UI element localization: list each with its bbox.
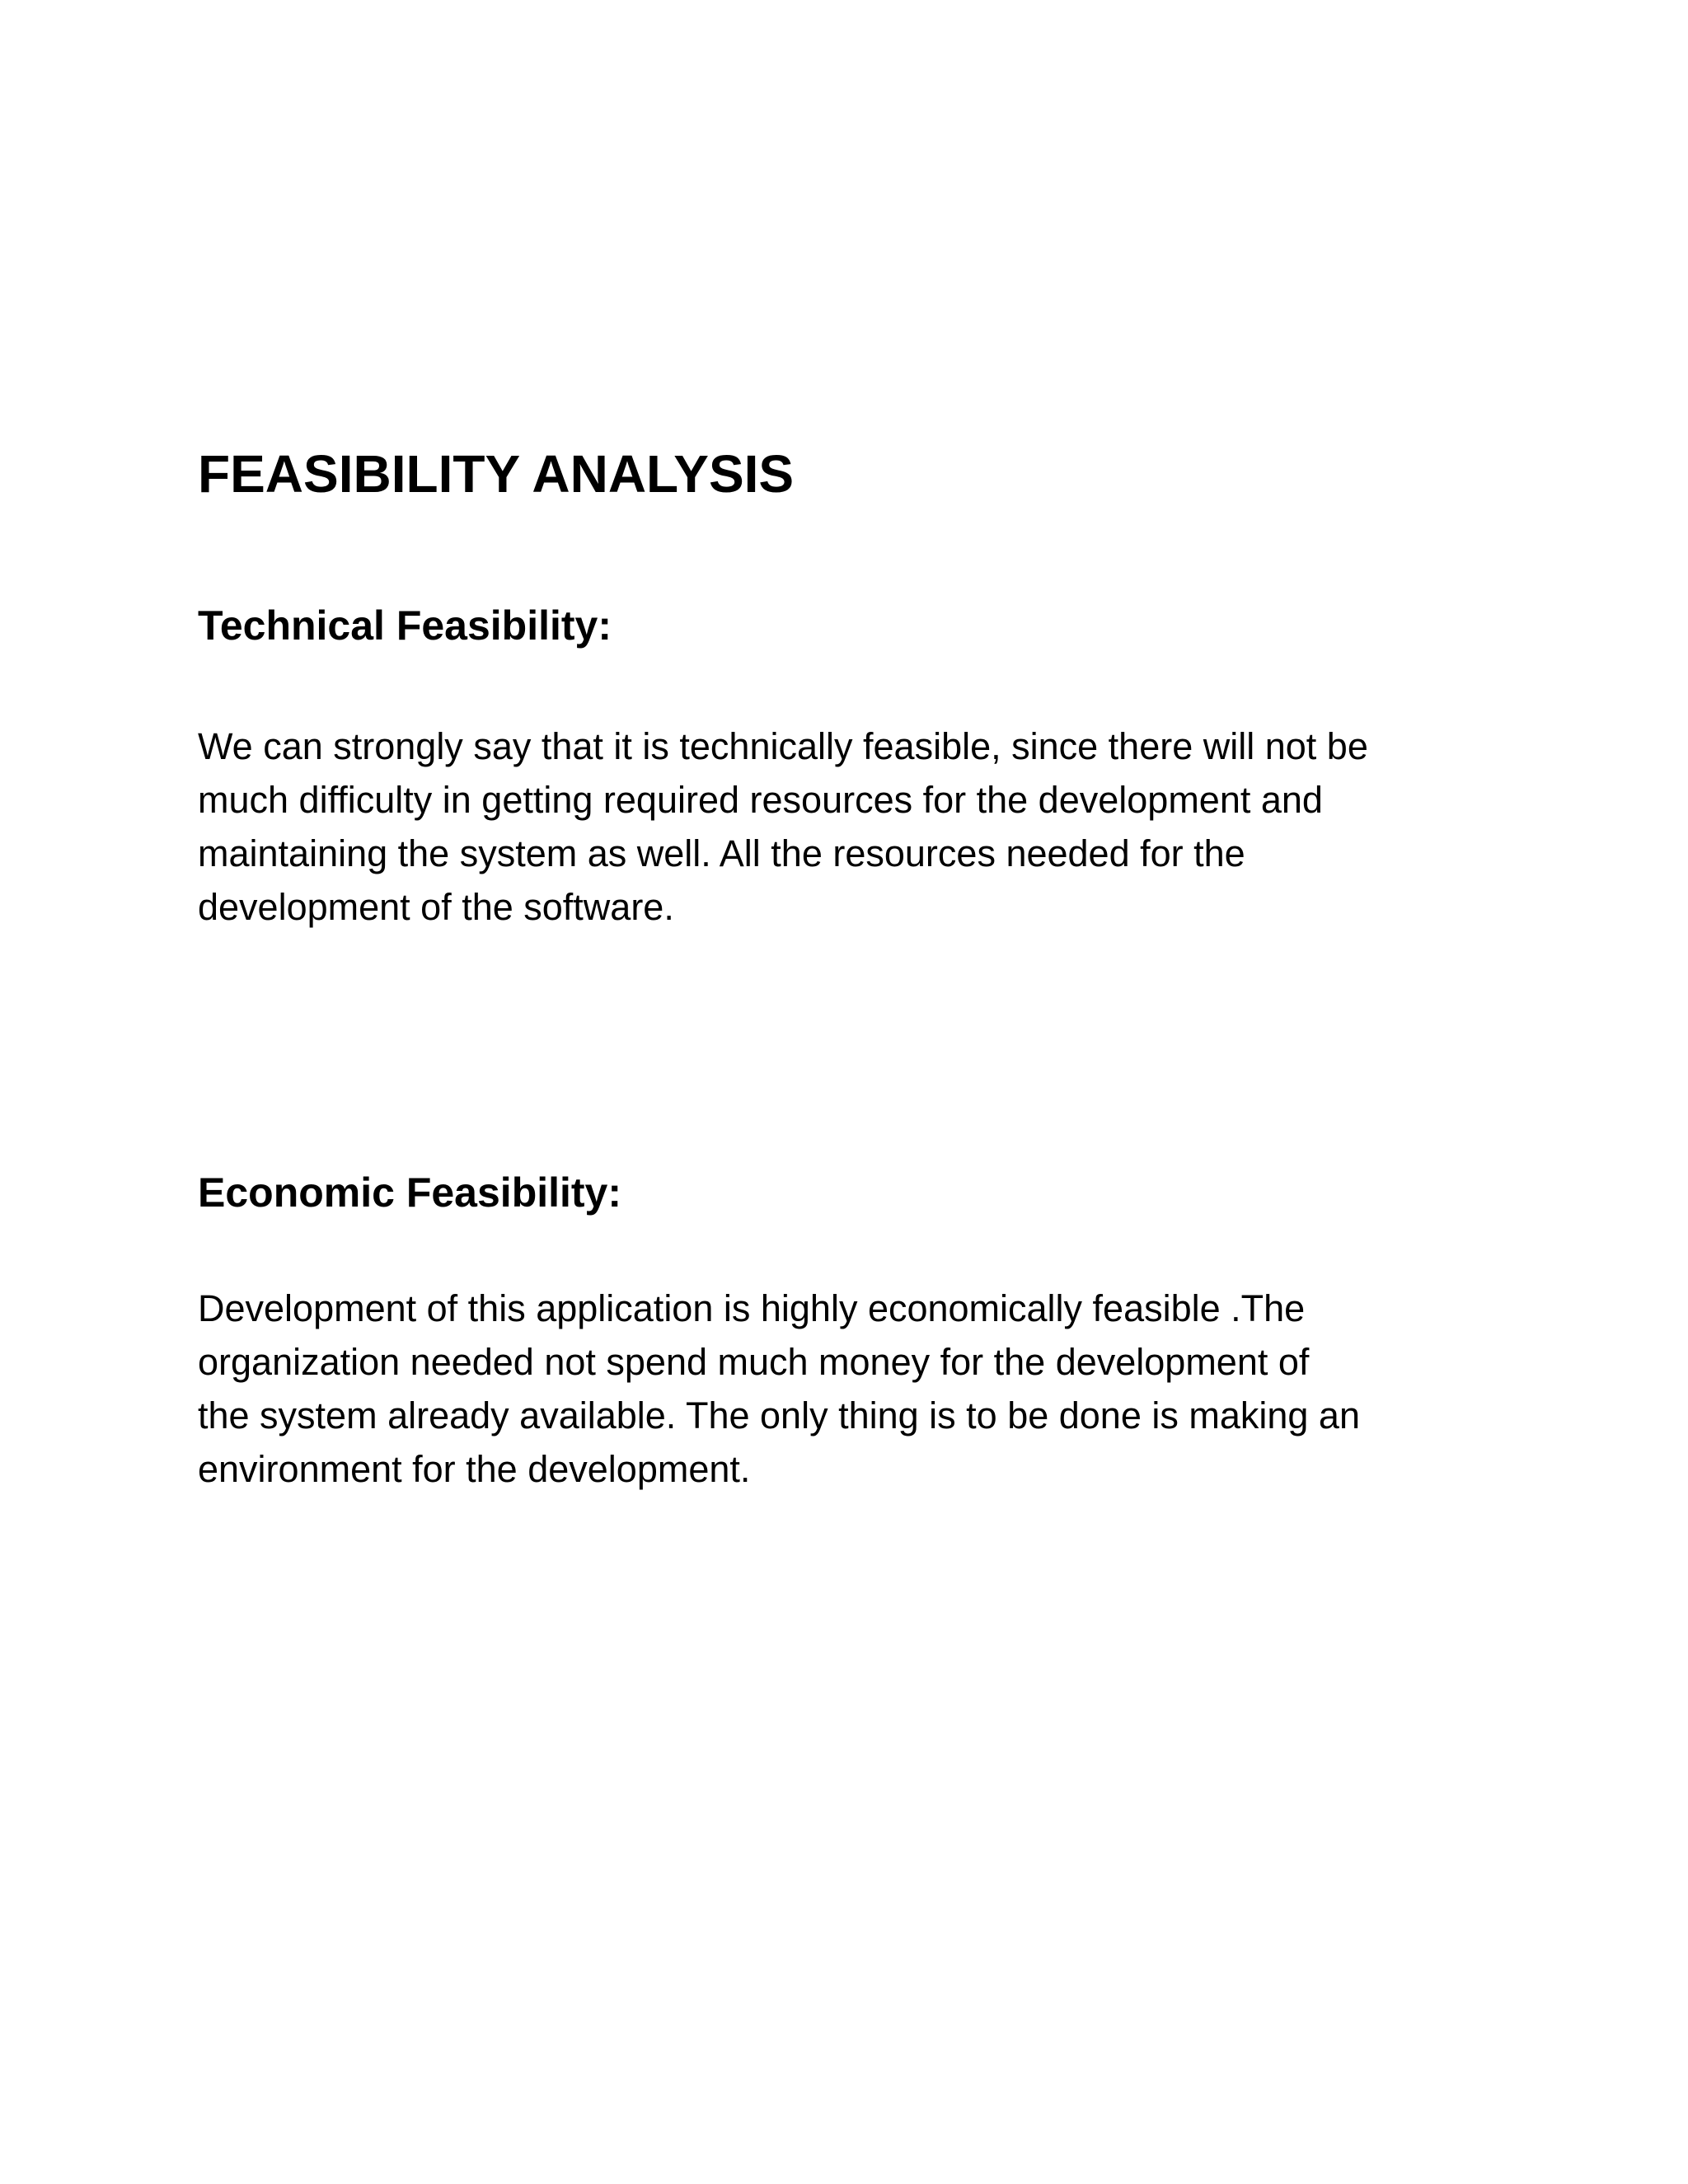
paragraph-line: organization needed not spend much money for the development of xyxy=(198,1341,1310,1383)
paragraph-line: environment for the development. xyxy=(198,1448,751,1490)
economic-feasibility-heading: Economic Feasibility: xyxy=(198,1169,622,1216)
paragraph-line: We can strongly say that it is technically feasible, since there will not be xyxy=(198,725,1368,767)
technical-feasibility-heading: Technical Feasibility: xyxy=(198,602,612,649)
page-title: FEASIBILITY ANALYSIS xyxy=(198,444,795,504)
paragraph-line: maintaining the system as well. All the resources needed for the xyxy=(198,832,1245,874)
paragraph-line: much difficulty in getting required resources for the development and xyxy=(198,779,1323,821)
paragraph-line: development of the software. xyxy=(198,886,674,928)
paragraph-line: the system already available. The only thing is to be done is making an xyxy=(198,1394,1360,1436)
economic-feasibility-paragraph xyxy=(198,1282,1517,1496)
technical-feasibility-paragraph xyxy=(198,719,1517,934)
paragraph-line: Development of this application is highly economically feasible .The xyxy=(198,1287,1306,1329)
